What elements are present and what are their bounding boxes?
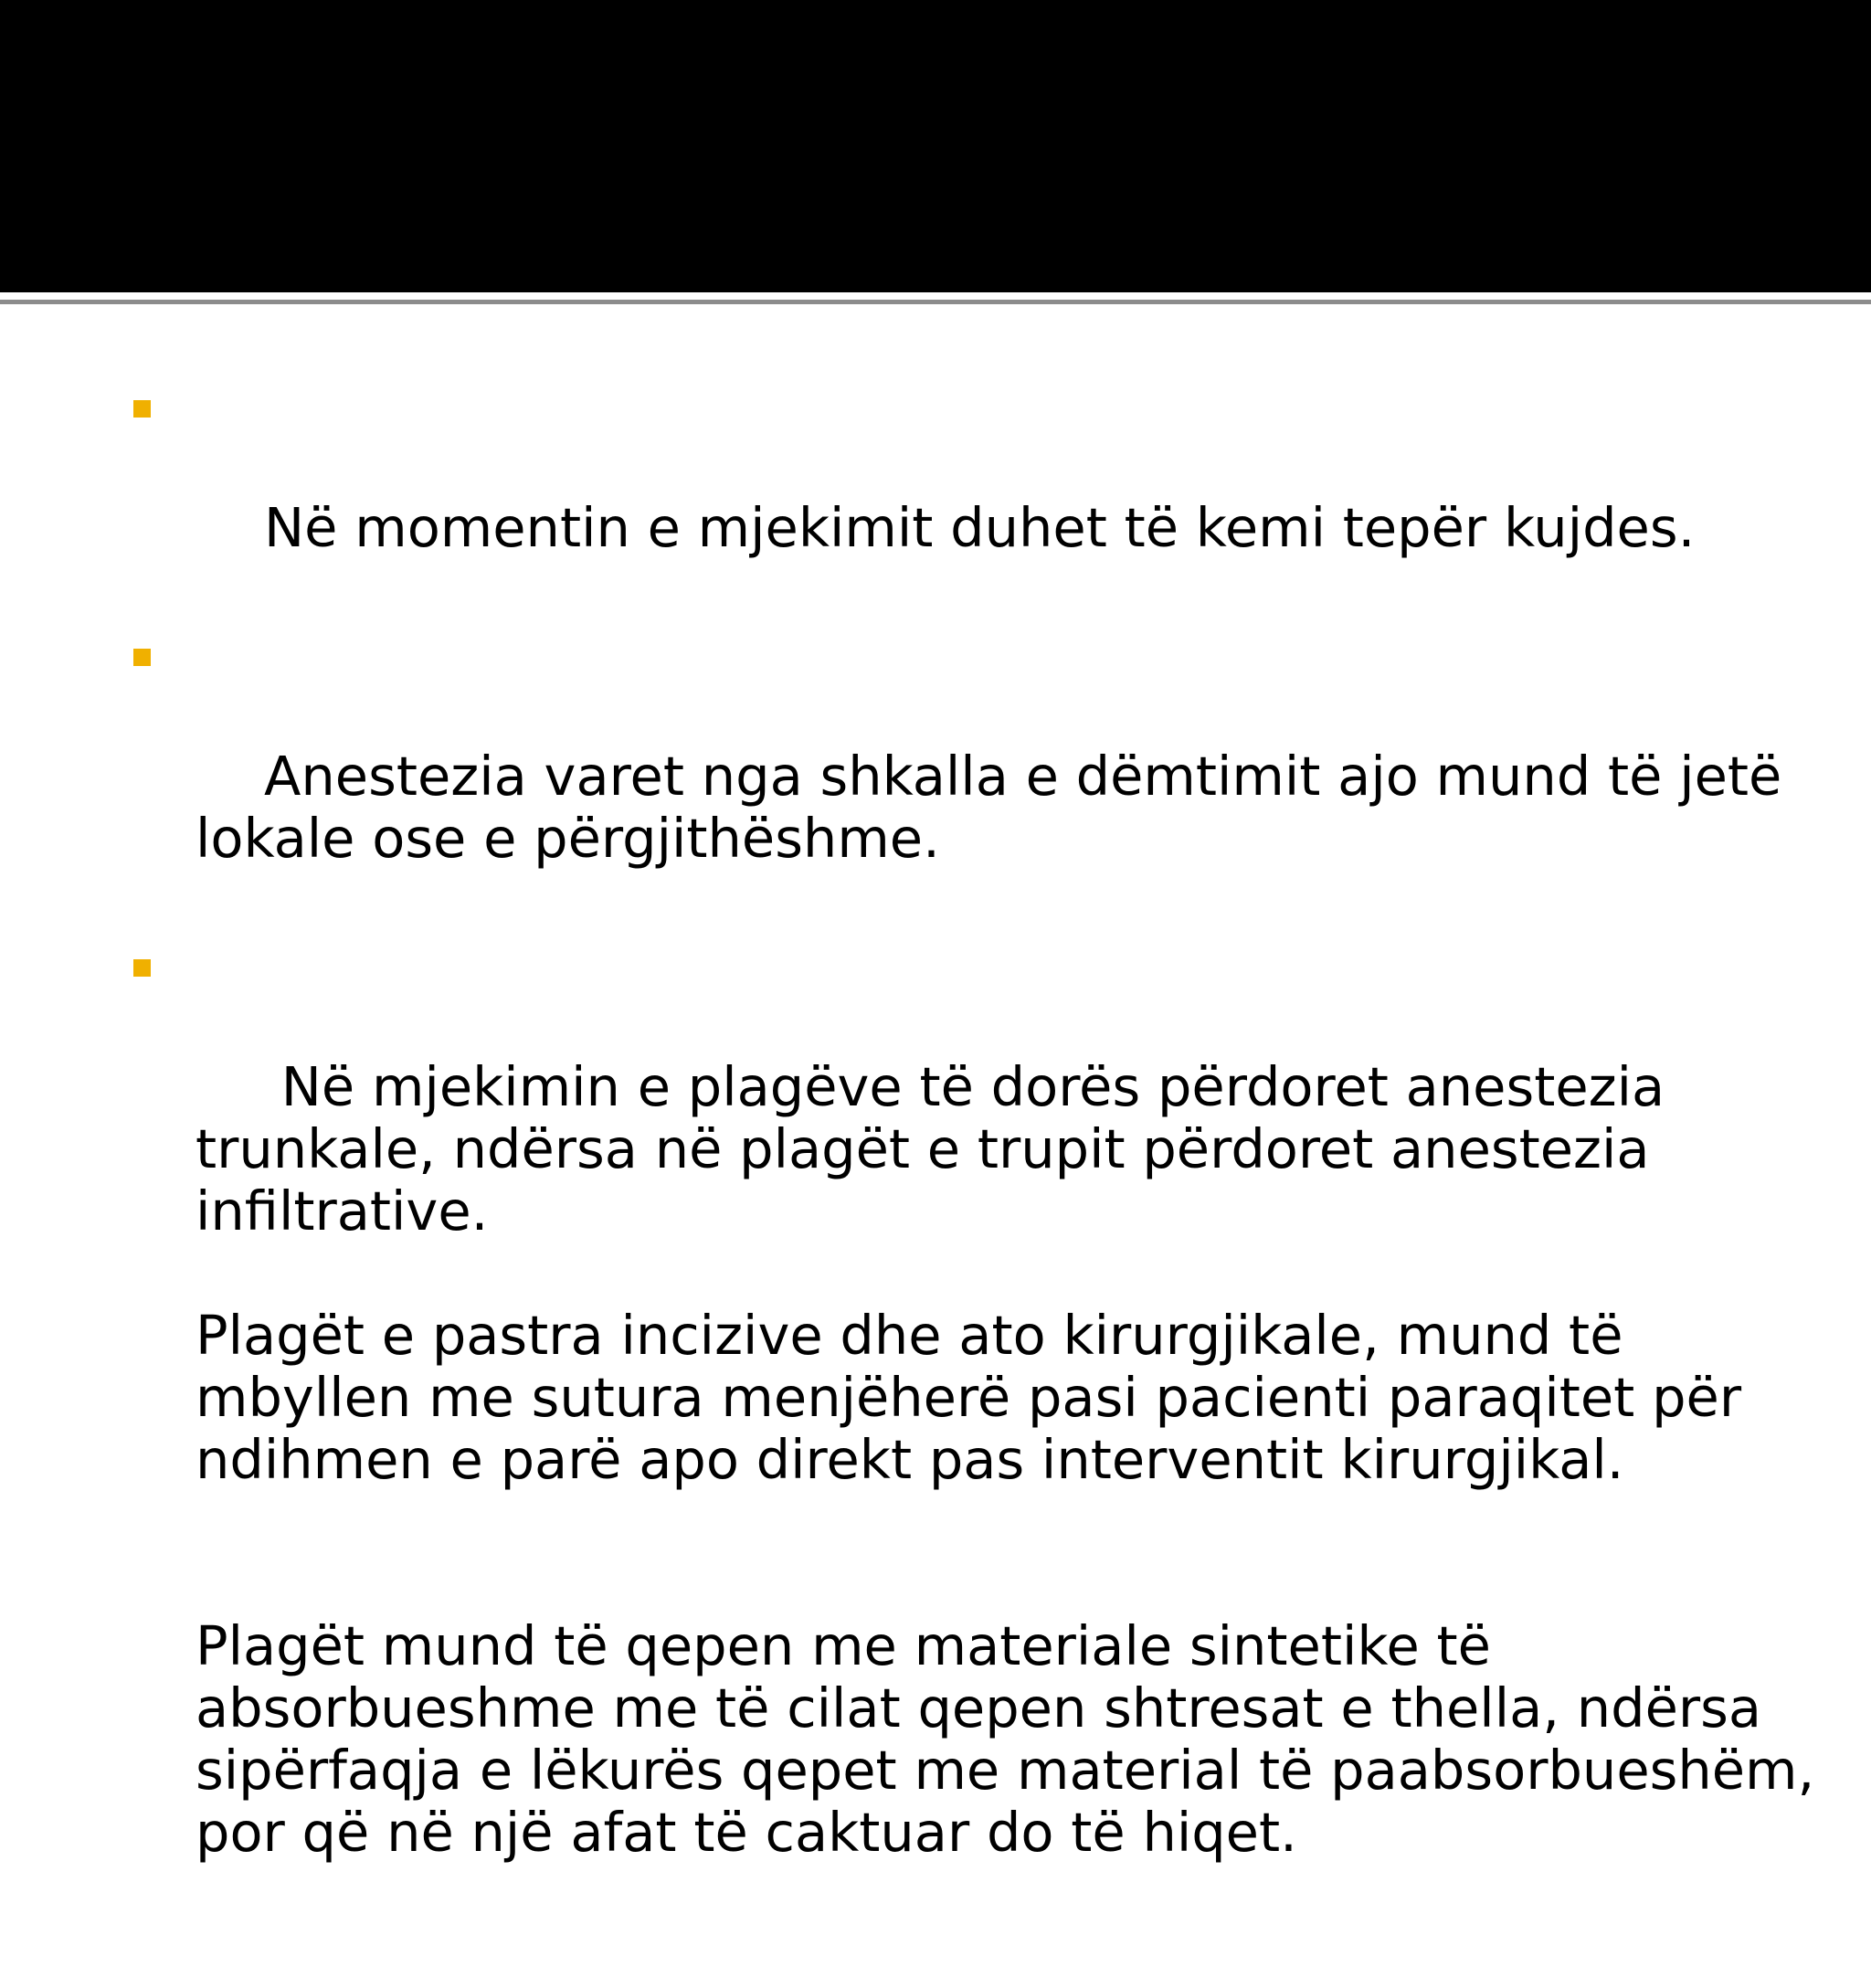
bullet-text: Në mjekimin e plagëve të dorës përdoret anestezia trunkale, ndërsa në plagët e trupit përdoret anestezia infiltrative. bbox=[196, 1055, 1682, 1242]
bullet-text: Në momentin e mjekimit duhet të kemi tepër kujdes. bbox=[264, 496, 1696, 559]
bullet-square-icon bbox=[133, 649, 151, 666]
bullet-item-2 bbox=[128, 621, 1827, 932]
bullet-continuation-paragraph: Plagët mund të qepen me materiale sintetike të absorbueshme me të cilat qepen shtresat e thella, ndërsa sipërfaqja e lëkurës qepet me material të paabsorbueshëm, por që në një afat të caktuar do të hiqet. bbox=[196, 1614, 1833, 1864]
bullet-square-icon bbox=[133, 400, 151, 418]
bullet-text: Anestezia varet nga shkalla e dëmtimit ajo mund të jetë lokale ose e përgjithëshme. bbox=[196, 745, 1800, 870]
bullet-item-3 bbox=[128, 932, 1833, 1988]
divider-white-line bbox=[0, 292, 1871, 300]
title-band bbox=[0, 0, 1871, 292]
bullet-continuation-paragraph: Plagët e pastra incizive dhe ato kirurgjikale, mund të mbyllen me sutura menjëherë pasi pacienti paraqitet për ndihmen e parë apo direkt pas interventit kirurgjikal. bbox=[196, 1304, 1759, 1491]
divider-gray-line bbox=[0, 300, 1871, 304]
bullet-item-1 bbox=[128, 373, 1827, 621]
bullet-list bbox=[128, 373, 1833, 1988]
bullet-square-icon bbox=[133, 959, 151, 977]
